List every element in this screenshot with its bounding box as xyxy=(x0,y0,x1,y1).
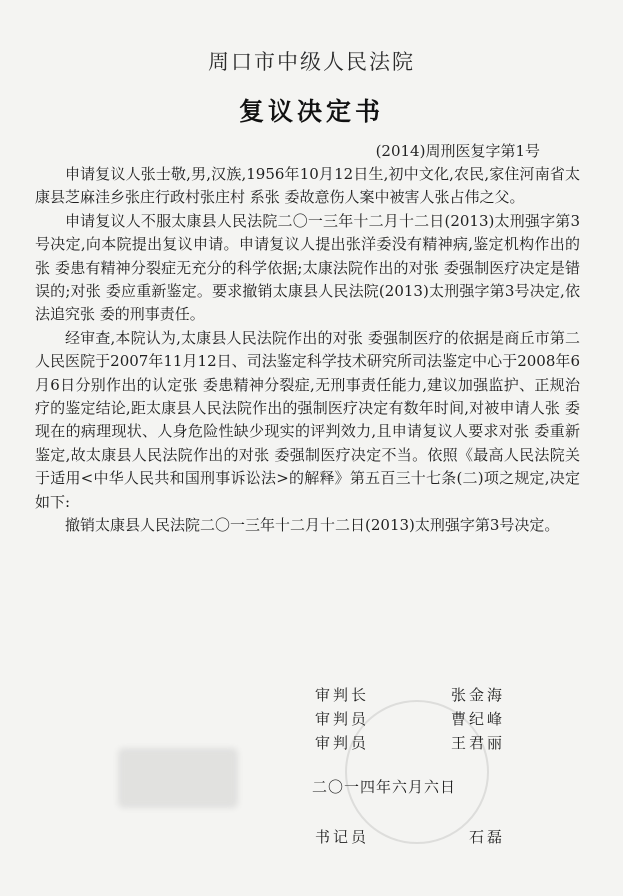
signer-row xyxy=(315,731,505,755)
signer-row xyxy=(315,707,505,731)
paragraph-decision: 撤销太康县人民法院二〇一三年十二月十二日(2013)太刑强字第3号决定。 xyxy=(65,516,560,535)
clerk-name: 石磊 xyxy=(468,828,505,846)
case-number: (2014)周刑医复字第1号 xyxy=(375,142,540,160)
signer-name: 王君丽 xyxy=(450,734,505,752)
paragraph-review: 经审查,本院认为,太康县人民法院作出的对张 委强制医疗的依据是商丘市第二人民医院于2007年11月12日、司法鉴定科学技术研究所司法鉴定中心于2008年6月6日分别作出的认定张 委患精神分裂症,无刑事责任能力,建议加强监护、正规治疗的鉴定结论,距太康县人民法院作出的强制医疗决定有数年时间,对被申请人张 委现在的病理现状、人身危险性缺少现实的评判效力,且申请复议人要求对张 委重新鉴定,故太康县人民法院作出的对张 委强制医疗决定不当。依照《最高人民法院关于适用<中华人民共和国刑事诉讼法>的解释》第五百三十七条(二)项之规定,决定如下: xyxy=(35,328,580,511)
signer-role: 审判员 xyxy=(315,734,370,752)
signer-role: 审判长 xyxy=(315,686,370,704)
signer-name: 张金海 xyxy=(450,686,505,704)
clerk-role: 书记员 xyxy=(315,828,370,846)
signer-name: 曹纪峰 xyxy=(450,710,505,728)
faded-stamp-mark xyxy=(118,748,238,808)
decision-date: 二〇一四年六月六日 xyxy=(312,778,457,796)
document-title: 复议决定书 xyxy=(238,97,384,126)
signature-block xyxy=(315,683,505,755)
signer-role: 审判员 xyxy=(315,710,370,728)
paragraph-applicant: 申请复议人张士敬,男,汉族,1956年10月12日生,初中文化,农民,家住河南省太康县芝麻洼乡张庄行政村张庄村 系张 委故意伤人案中被害人张占伟之父。 xyxy=(35,165,580,207)
document-body xyxy=(35,163,580,538)
court-name: 周口市中级人民法院 xyxy=(208,50,415,74)
clerk-signature xyxy=(315,826,505,847)
paragraph-request: 申请复议人不服太康县人民法院二〇一三年十二月十二日(2013)太刑强字第3号决定,向本院提出复议申请。申请复议人提出张洋委没有精神病,鉴定机构作出的张 委患有精神分裂症无充分的科学依据;太康法院作出的对张 委强制医疗决定是错误的;对张 委应重新鉴定。要求撤销太康县人民法院(2013)太刑强字第3号决定,依法追究张 委的刑事责任。 xyxy=(35,211,580,324)
signer-row xyxy=(315,683,505,707)
